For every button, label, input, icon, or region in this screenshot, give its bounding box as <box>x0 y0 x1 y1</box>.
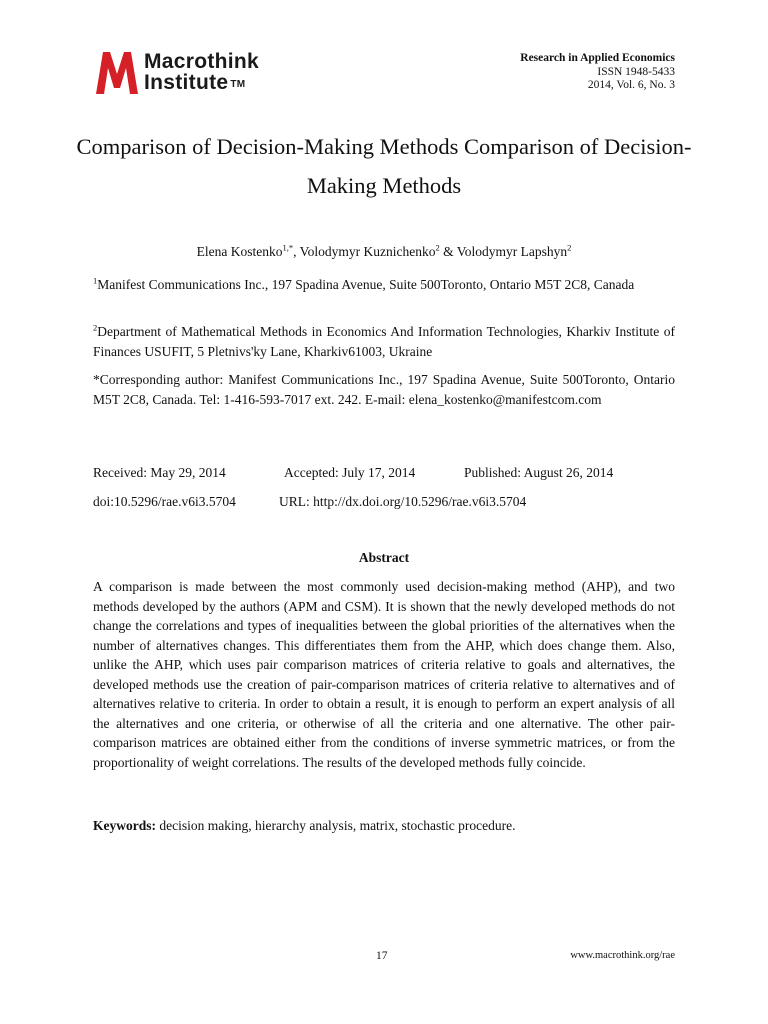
journal-volume: 2014, Vol. 6, No. 3 <box>587 79 675 91</box>
author-name: Elena Kostenko <box>196 244 283 259</box>
author-superscript: 1,* <box>282 242 294 253</box>
author-name: Volodymyr Kuznichenko <box>299 244 436 259</box>
doi-url-link[interactable]: URL: http://dx.doi.org/10.5296/rae.v6i3.5704 <box>279 494 527 509</box>
affiliation-superscript: 2 <box>93 322 98 333</box>
paper-title: Comparison of Decision-Making Methods Comparison of Decision-Making Methods <box>76 134 692 198</box>
author-list <box>60 244 708 260</box>
received-date: Received: May 29, 2014 <box>93 465 226 480</box>
abstract-text: A comparison is made between the most commonly used decision-making method (AHP), and two methods developed by the authors (APM and CSM). It is shown that the newly developed methods do not change the correlations and types of inequalities between the global priorities of the alternatives when the number of alternatives changes. This differentiates them from the AHP, which does change them. Also, unlike the AHP, which uses pair comparison matrices of criteria relative to goals and alternatives, the developed methods use the creation of pair-comparison matrices of criteria relative to alternatives and of alternatives relative to criteria. In order to obtain a result, it is enough to perform an expert analysis of all the alternatives and one criteria, or otherwise of all the criteria and one alternative. The other pair-comparison matrices are obtained either from the conditions of inverse symmetric matrices, or from the proportionality of weight correlations. The results of the developed methods fully coincide. <box>93 579 675 770</box>
logo-line2: Institute <box>144 71 229 94</box>
logo-wordmark <box>144 51 259 93</box>
corresponding-author: *Corresponding author: Manifest Communications Inc., 197 Spadina Avenue, Suite 500Toronto, Ontario M5T 2C8, Canada. Tel: 1-416-593-7017 ext. 242. E-mail: elena_kostenko@manifestcom.com <box>93 372 675 407</box>
logo-line1: Macrothink <box>144 50 260 73</box>
affiliation-1 <box>93 275 675 295</box>
author-name: Volodymyr Lapshyn <box>456 244 568 259</box>
keywords-text: decision making, hierarchy analysis, matrix, stochastic procedure. <box>156 818 516 833</box>
author-superscript: 2 <box>567 242 572 253</box>
affiliation-text: Department of Mathematical Methods in Economics And Information Technologies, Kharkiv Institute of Finances USUFIT, 5 Pletnivs'ky Lane, Kharkiv61003, Ukraine <box>93 324 675 359</box>
macrothink-m-logo-icon <box>94 48 140 96</box>
journal-name: Research in Applied Economics <box>520 52 675 64</box>
journal-info <box>520 52 675 93</box>
website-link[interactable]: www.macrothink.org/rae <box>570 950 675 961</box>
page-number: 17 <box>376 950 388 962</box>
logo-trademark: TM <box>230 79 246 90</box>
affiliation-superscript: 1 <box>93 275 98 286</box>
keywords-label: Keywords: <box>93 818 156 833</box>
accepted-date: Accepted: July 17, 2014 <box>284 465 416 480</box>
doi: doi:10.5296/rae.v6i3.5704 <box>93 494 236 509</box>
keywords <box>93 816 675 836</box>
journal-issn: ISSN 1948-5433 <box>597 65 675 78</box>
abstract-heading: Abstract <box>358 550 410 565</box>
author-separator: & <box>439 244 457 259</box>
affiliation-2 <box>93 322 675 361</box>
author-superscript: 2 <box>435 242 440 253</box>
affiliation-text: Manifest Communications Inc., 197 Spadina Avenue, Suite 500Toronto, Ontario M5T 2C8, Canada <box>97 277 635 292</box>
published-date: Published: August 26, 2014 <box>464 465 614 480</box>
publisher-logo <box>94 48 294 98</box>
author-separator: , <box>293 244 300 259</box>
